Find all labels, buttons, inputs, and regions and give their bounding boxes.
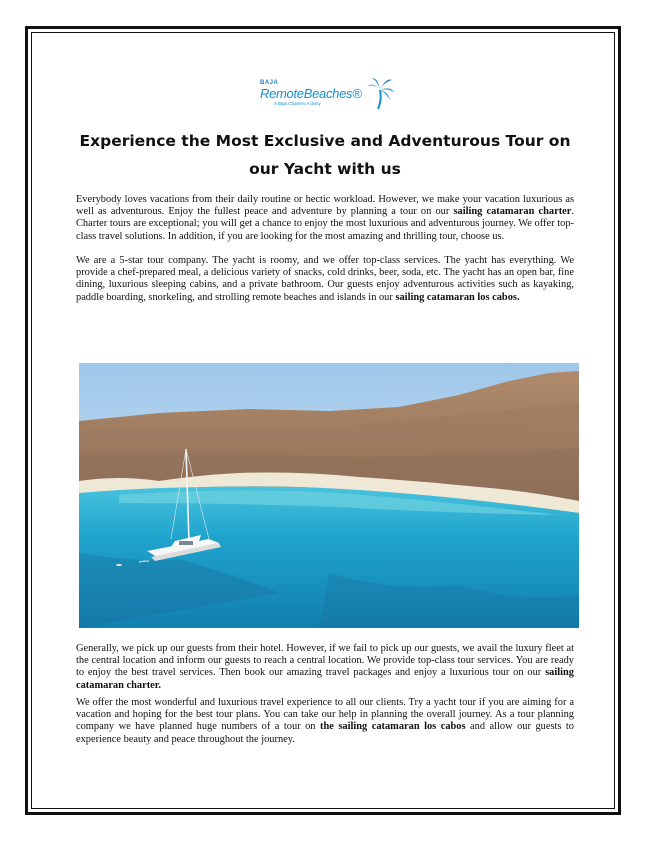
paragraph-text: We offer the most wonderful and luxurious travel experience to all our clients. Try a yacht tour if you are aiming for a vacation and hoping for the best tour plans. You can take our help in planning the overall journey. As a tour planning company we have planned huge numbers of a tour on [76, 697, 574, 733]
company-logo[interactable] [258, 74, 398, 114]
logo-top-text: BAJA [260, 80, 279, 86]
sailing-catamaran-charter-link[interactable]: sailing catamaran charter [453, 206, 572, 218]
paragraph-text: We are a 5-star tour company. The yacht is roomy, and we offer top-class services. The yacht has everything. We provide a chef-prepared meal, a delicious variety of snacks, cold drinks, beer, soda, etc. The yacht has an open bar, fine dining, luxurious sleeping cabins, and a private bathroom. Our guests enjoy adventurous activities such as kayaking, paddle boarding, snorkeling, and strolling remote beaches and islands in our [76, 255, 574, 303]
paragraph-text: Generally, we pick up our guests from their hotel. However, if we fail to pick up our guests, we avail the luxury fleet at the central location and inform our guests to reach a central location. We provide top-class tour services. You are ready to enjoy the best travel services. Then book our amazing travel packages and enjoy a luxurious tour on our [76, 643, 574, 679]
logo-main-text: RemoteBeaches® [260, 86, 362, 101]
sailing-catamaran-los-cabos-link[interactable]: sailing catamaran los cabos. [395, 291, 520, 303]
experience-paragraph [76, 697, 574, 746]
paragraph-text: . Charter tours are exceptional; you will get a chance to enjoy the most luxurious and adventurous journey. We offer top-class travel solutions. In addition, if you are looking for the most amazing and thrilling tour, choose us. [76, 206, 574, 242]
logo-tagline: A Baja Charters Activity [274, 101, 321, 106]
paragraph-text: Everybody loves vacations from their daily routine or hectic workload. However, we make your vacation luxurious as well as adventurous. Enjoy the fullest peace and adventure by planning a tour on our [76, 194, 574, 218]
catamaran-photo [79, 363, 579, 628]
intro-paragraph [76, 194, 574, 243]
page-title: Experience the Most Exclusive and Adventurous Tour on our Yacht with us [79, 132, 571, 178]
services-paragraph [76, 255, 574, 304]
palm-tree-icon [368, 76, 394, 110]
sailing-catamaran-los-cabos-link-2[interactable]: the sailing catamaran los cabos [320, 721, 466, 733]
paragraph-text: and allow our guests to experience beauty and peace throughout the journey. [76, 721, 574, 745]
sailing-catamaran-charter-link-2[interactable]: sailing catamaran charter. [76, 667, 574, 691]
pickup-paragraph [76, 643, 574, 692]
